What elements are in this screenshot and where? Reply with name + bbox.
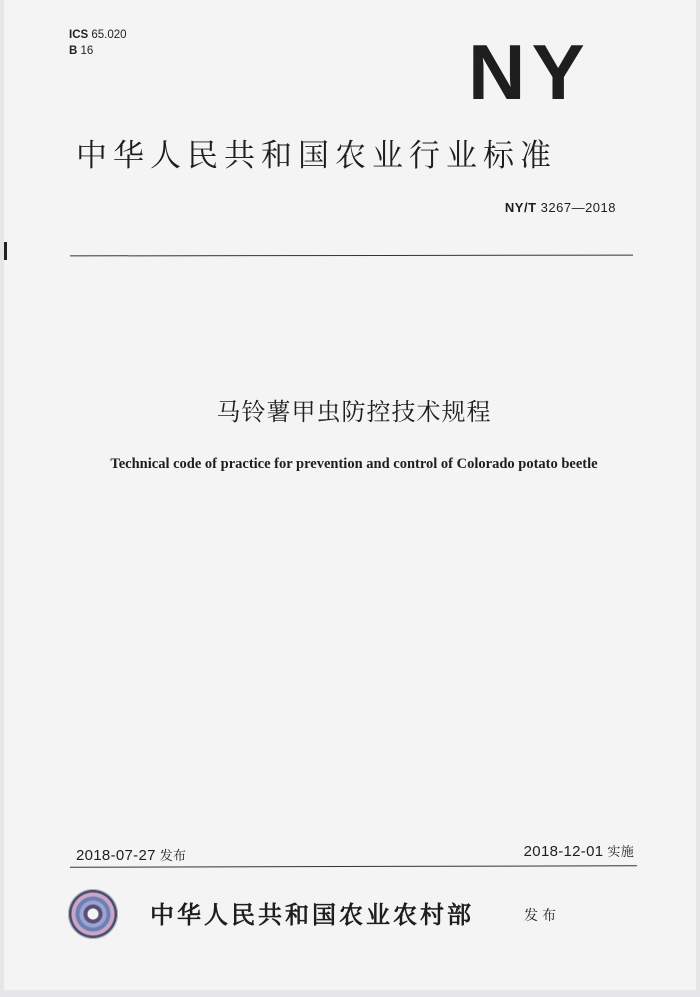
standard-code-prefix: NY/T bbox=[504, 200, 537, 215]
document-title-cn: 马铃薯甲虫防控技术规程 bbox=[216, 398, 492, 426]
issuer-name: 中华人民共和国农业农村部 bbox=[150, 900, 474, 929]
implement-date-suffix: 实施 bbox=[607, 845, 634, 860]
standard-code-number: 3267—2018 bbox=[540, 200, 616, 215]
implement-date bbox=[524, 841, 634, 860]
cover-page bbox=[4, 0, 696, 990]
issue-date-value: 2018-07-27 bbox=[76, 847, 156, 864]
ccs-code: B 16 bbox=[69, 45, 94, 57]
ny-logo: NY bbox=[468, 28, 591, 116]
implement-date-value: 2018-12-01 bbox=[523, 843, 604, 860]
issuer-suffix: 发布 bbox=[524, 908, 560, 924]
ics-code: ICS 65.020 bbox=[69, 29, 127, 41]
footer-divider bbox=[70, 865, 637, 867]
standard-type-title: 中华人民共和国农业行业标准 bbox=[76, 138, 557, 174]
binding-mark bbox=[4, 242, 7, 260]
issue-date bbox=[76, 845, 186, 864]
classification-codes bbox=[69, 27, 127, 59]
anti-counterfeit-seal-icon bbox=[68, 889, 118, 939]
issue-date-suffix: 发布 bbox=[159, 849, 187, 864]
standard-code bbox=[505, 200, 616, 215]
header-divider bbox=[70, 255, 633, 257]
document-title-en: Technical code of practice for prevention and control of Colorado potato beetle bbox=[110, 456, 598, 472]
